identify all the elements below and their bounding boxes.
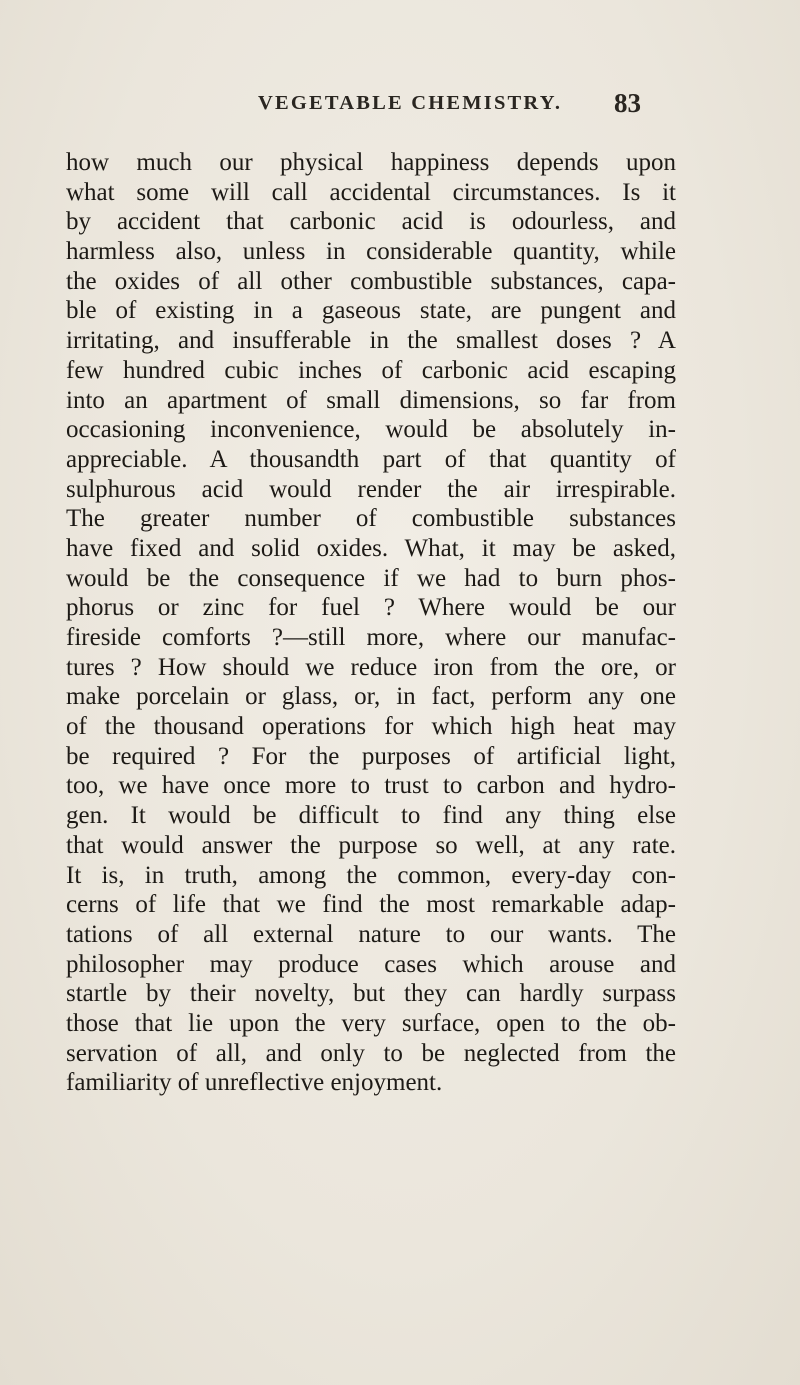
body-text [66, 148, 676, 1098]
text-line: familiarity of unreflective enjoyment. [66, 1069, 443, 1097]
text-line: those that lie upon the very surface, open to the ob- [66, 1009, 676, 1037]
text-line: cerns of life that we find the most remarkable adap- [66, 891, 676, 919]
text-line: would be the consequence if we had to burn phos- [66, 564, 676, 592]
text-line: how much our physical happiness depends upon [66, 149, 676, 176]
text-line: philosopher may produce cases which arouse and [66, 950, 676, 978]
running-title: VEGETABLE CHEMISTRY. [258, 92, 563, 114]
text-line: irritating, and insufferable in the smallest doses ? A [66, 327, 676, 355]
page-number: 83 [614, 88, 641, 118]
text-line: have fixed and solid oxides. What, it may be asked, [66, 534, 676, 562]
text-line: the oxides of all other combustible substances, capa- [66, 267, 676, 295]
text-line: be required ? For the purposes of artificial light, [66, 742, 676, 770]
text-line: ble of existing in a gaseous state, are pungent and [66, 297, 676, 325]
text-line: It is, in truth, among the common, every-day con- [66, 861, 676, 889]
text-line: few hundred cubic inches of carbonic acid escaping [66, 356, 676, 384]
text-line: appreciable. A thousandth part of that quantity of [66, 445, 676, 473]
text-line: that would answer the purpose so well, at any rate. [66, 831, 676, 859]
running-head [0, 88, 800, 122]
text-line: gen. It would be difficult to find any thing else [66, 802, 676, 830]
text-line: by accident that carbonic acid is odourless, and [66, 208, 676, 236]
text-line: sulphurous acid would render the air irrespirable. [66, 475, 676, 503]
text-line: harmless also, unless in considerable quantity, while [66, 238, 676, 266]
text-line: fireside comforts ?—still more, where our manufac- [66, 624, 676, 651]
text-line: The greater number of combustible substances [66, 505, 676, 533]
text-line: too, we have once more to trust to carbon and hydro- [66, 772, 676, 800]
text-line: occasioning inconvenience, would be absolutely in- [66, 416, 676, 444]
text-line: phorus or zinc for fuel ? Where would be our [66, 594, 676, 622]
text-line: make porcelain or glass, or, in fact, perform any one [66, 683, 676, 711]
text-line: into an apartment of small dimensions, so far from [66, 386, 676, 414]
text-line: of the thousand operations for which high heat may [66, 713, 676, 741]
text-line: what some will call accidental circumstances. Is it [66, 178, 676, 206]
text-line: servation of all, and only to be neglected from the [66, 1039, 676, 1067]
text-line: tations of all external nature to our wants. The [66, 920, 676, 948]
text-line: tures ? How should we reduce iron from the ore, or [66, 653, 676, 681]
text-line: startle by their novelty, but they can hardly surpass [66, 980, 676, 1008]
